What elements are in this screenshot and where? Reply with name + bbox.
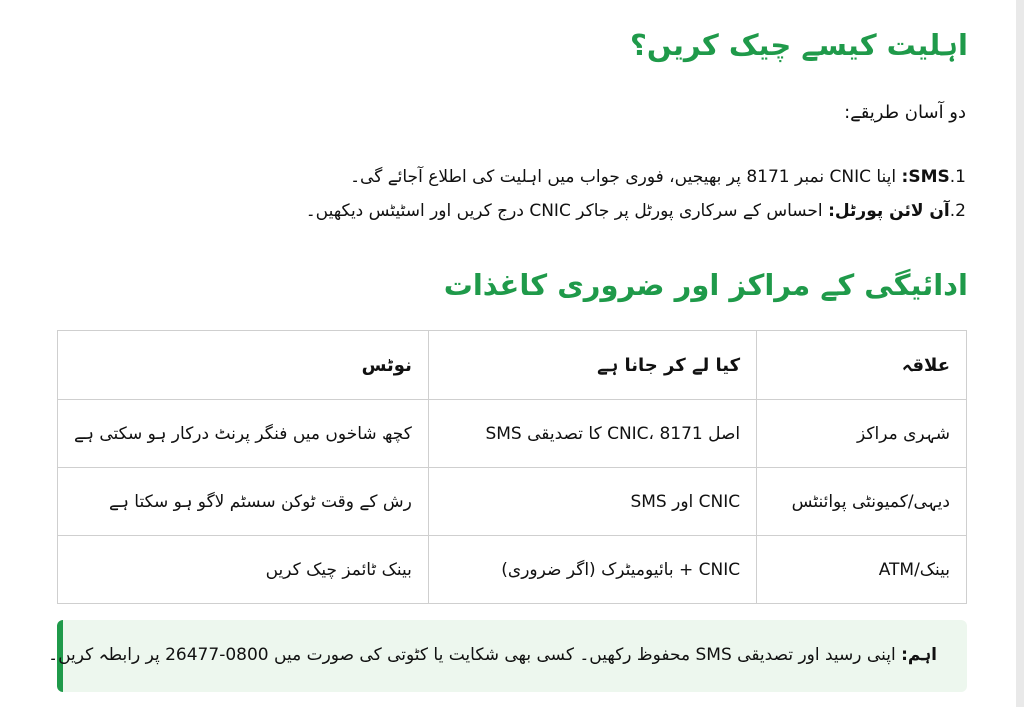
step-title: SMS:	[901, 167, 950, 187]
step-text: احساس کے سرکاری پورٹل پر جاکر CNIC درج کریں اور اسٹیٹس دیکھیں۔	[305, 201, 829, 221]
note-label: اہم:	[901, 645, 937, 665]
scroll-edge	[1016, 0, 1024, 707]
table-cell: رش کے وقت ٹوکن سسٹم لاگو ہو سکتا ہے	[58, 468, 429, 536]
centers-heading: ادائیگی کے مراکز اور ضروری کاغذات	[443, 268, 968, 302]
step-number: 2.	[949, 201, 966, 221]
table-cell: دیہی/کمیونٹی پوائنٹس	[757, 468, 967, 536]
step-number: 1.	[949, 167, 966, 187]
important-note-box	[48, 620, 967, 692]
intro-text: دو آسان طریقے:	[844, 102, 966, 123]
step-online-portal	[306, 194, 966, 228]
table-cell: کچھ شاخوں میں فنگر پرنٹ درکار ہو سکتی ہے	[58, 400, 429, 468]
table-cell: CNIC + بائیومیٹرک (اگر ضروری)	[428, 536, 756, 604]
column-header-requirements: کیا لے کر جانا ہے	[428, 331, 756, 400]
table-cell: بینک/ATM	[757, 536, 967, 604]
table-row	[58, 536, 967, 604]
note-text: اپنی رسید اور تصدیقی SMS محفوظ رکھیں۔ کسی بھی شکایت یا کٹوتی کی صورت میں 0800-26477 پر رابطہ کریں۔	[48, 645, 902, 665]
column-header-notes: نوٹس	[58, 331, 429, 400]
step-text: اپنا CNIC نمبر 8171 پر بھیجیں، فوری جواب میں اہلیت کی اطلاع آجائے گی۔	[350, 167, 902, 187]
step-sms	[306, 160, 966, 194]
table-header-row	[58, 331, 967, 400]
table-row	[58, 468, 967, 536]
important-note	[48, 644, 937, 665]
payment-centers-table	[57, 330, 967, 604]
table-cell: اصل CNIC، 8171 کا تصدیقی SMS	[428, 400, 756, 468]
eligibility-heading: اہلیت کیسے چیک کریں؟	[630, 28, 968, 62]
table-row	[58, 400, 967, 468]
table-cell: بینک ٹائمز چیک کریں	[58, 536, 429, 604]
step-title: آن لائن پورٹل:	[828, 201, 950, 221]
table-cell: شہری مراکز	[757, 400, 967, 468]
table-cell: CNIC اور SMS	[428, 468, 756, 536]
column-header-area: علاقہ	[757, 331, 967, 400]
steps-list	[306, 160, 966, 228]
